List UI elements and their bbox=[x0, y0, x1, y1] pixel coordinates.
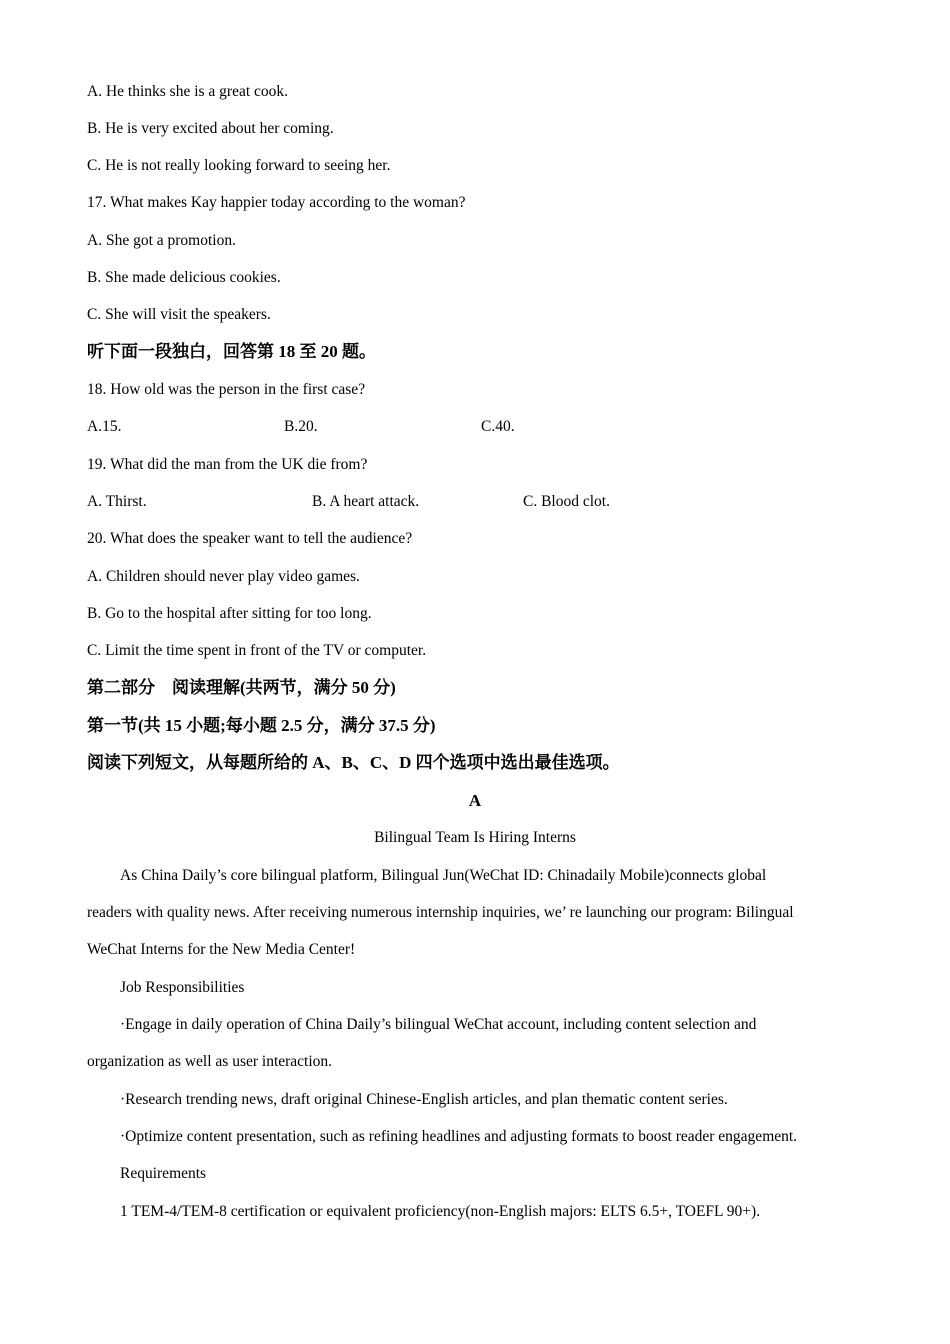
responsibility-1-line1: ·Engage in daily operation of China Daily’s bilingual WeChat account, including content selection and bbox=[120, 1016, 757, 1033]
q16-option-b: B. He is very excited about her coming. bbox=[87, 120, 334, 137]
q17-option-b: B. She made delicious cookies. bbox=[87, 269, 281, 286]
q17-option-c: C. She will visit the speakers. bbox=[87, 306, 271, 323]
q18-option-a: A.15. bbox=[87, 418, 122, 435]
requirement-1: 1 TEM-4/TEM-8 certification or equivalent proficiency(non-English majors: ELTS 6.5+, TOEFL 90+). bbox=[120, 1203, 761, 1220]
q19-option-b: B. A heart attack. bbox=[312, 493, 420, 510]
q20-option-b: B. Go to the hospital after sitting for too long. bbox=[87, 605, 372, 622]
responsibility-3: ·Optimize content presentation, such as refining headlines and adjusting formats to boost reader engagement. bbox=[120, 1128, 798, 1145]
section1-heading: 第一节(共 15 小题;每小题 2.5 分，满分 37.5 分) bbox=[87, 716, 436, 735]
requirements-heading: Requirements bbox=[120, 1165, 207, 1182]
reading-instruction: 阅读下列短文，从每题所给的 A、B、C、D 四个选项中选出最佳选项。 bbox=[87, 753, 620, 772]
q19-option-a: A. Thirst. bbox=[87, 493, 147, 510]
q16-option-a: A. He thinks she is a great cook. bbox=[87, 83, 289, 100]
q17-question: 17. What makes Kay happier today according to the woman? bbox=[87, 194, 466, 211]
job-responsibilities-heading: Job Responsibilities bbox=[120, 979, 245, 996]
passage-para1-line2: readers with quality news. After receiving numerous internship inquiries, we’ re launching our program: Bilingual bbox=[87, 904, 794, 921]
passage-label: A bbox=[468, 791, 482, 810]
q20-option-c: C. Limit the time spent in front of the TV or computer. bbox=[87, 642, 427, 659]
q17-option-a: A. She got a promotion. bbox=[87, 232, 236, 249]
q18-option-c: C.40. bbox=[481, 418, 515, 435]
q18-option-b: B.20. bbox=[284, 418, 318, 435]
q19-question: 19. What did the man from the UK die from? bbox=[87, 456, 368, 473]
part2-heading: 第二部分 阅读理解(共两节，满分 50 分) bbox=[87, 678, 396, 697]
section-18-20-heading: 听下面一段独白，回答第 18 至 20 题。 bbox=[87, 342, 376, 361]
q16-option-c: C. He is not really looking forward to seeing her. bbox=[87, 157, 391, 174]
responsibility-1-line2: organization as well as user interaction. bbox=[87, 1053, 333, 1070]
q19-option-c: C. Blood clot. bbox=[523, 493, 610, 510]
q20-option-a: A. Children should never play video games. bbox=[87, 568, 360, 585]
passage-title: Bilingual Team Is Hiring Interns bbox=[374, 829, 576, 846]
passage-para1-line3: WeChat Interns for the New Media Center! bbox=[87, 941, 356, 958]
q18-question: 18. How old was the person in the first case? bbox=[87, 381, 366, 398]
responsibility-2: ·Research trending news, draft original Chinese-English articles, and plan thematic content series. bbox=[120, 1091, 728, 1108]
q20-question: 20. What does the speaker want to tell the audience? bbox=[87, 530, 413, 547]
passage-para1-line1: As China Daily’s core bilingual platform, Bilingual Jun(WeChat ID: Chinadaily Mobile)connects global bbox=[120, 867, 767, 884]
